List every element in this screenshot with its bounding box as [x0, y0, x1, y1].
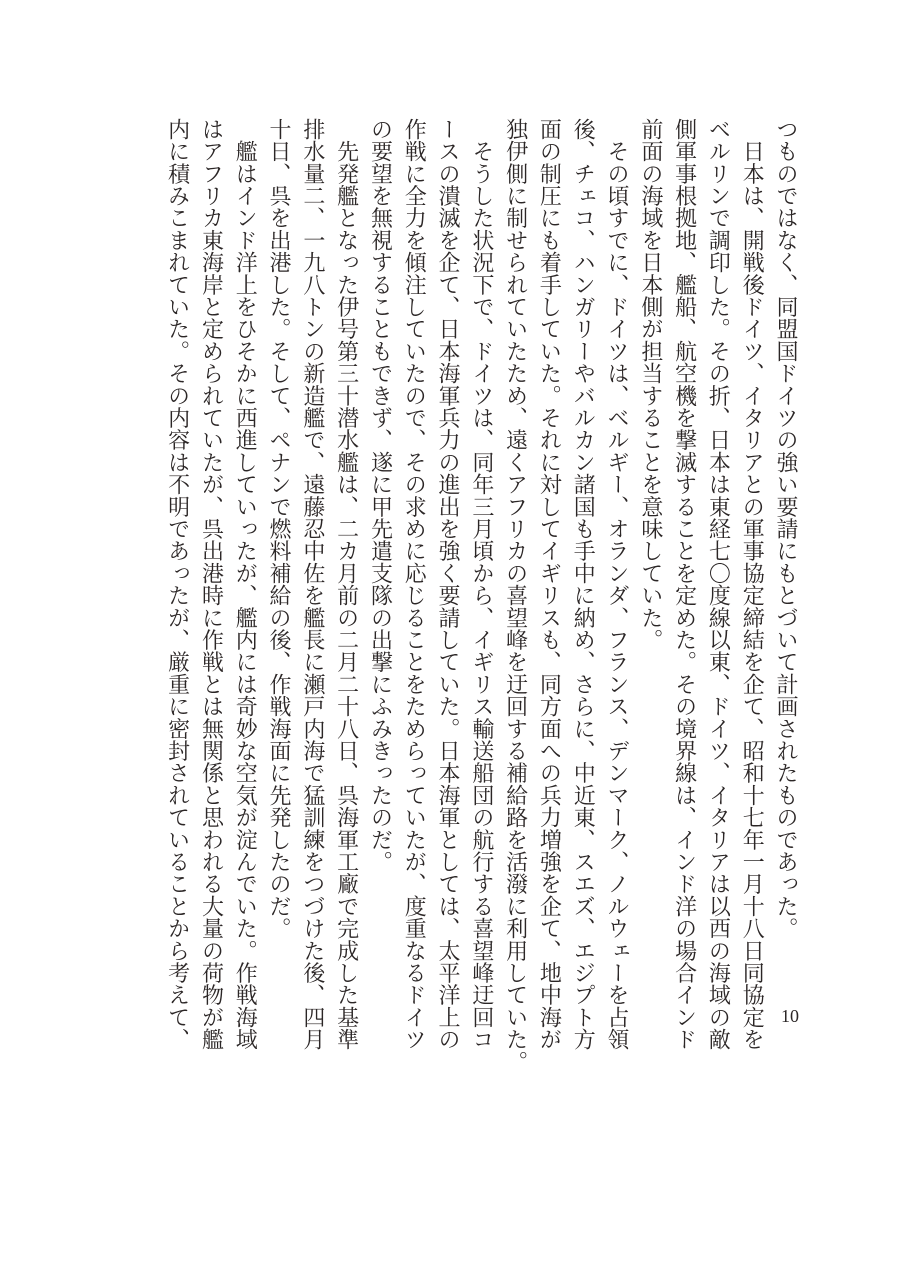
- text-line: 十日、呉を出港した。そして、ペナンで燃料補給の後、作戦海面に先発したのだ。: [266, 118, 292, 940]
- text-line: 後、チェコ、ハンガリーやバルカン諸国も手中に納め、さらに、中近東、スエズ、エジプト方: [570, 118, 596, 1051]
- text-line: そうした状況下で、ドイツは、同年三月頃から、イギリス輸送船団の航行する喜望峰迂回コ: [468, 118, 494, 1051]
- text-line: ベルリンで調印した。その折、日本は東経七〇度線以東、ドイツ、イタリアは以西の海域の敵: [705, 118, 731, 1051]
- page-number: 10: [781, 1006, 799, 1026]
- text-line: はアフリカ東海岸と定められていたが、呉出港時に作戦とは無関係と思われる大量の荷物が艦: [198, 118, 224, 1051]
- text-line: 排水量二、一九八トンの新造艦で、遠藤忍中佐を艦長に瀬戸内海で猛訓練をつづけた後、四月: [299, 118, 325, 1051]
- text-line: 前面の海域を日本側が担当することを意味していた。: [637, 118, 663, 651]
- text-line: その頃すでに、ドイツは、ベルギー、オランダ、フランス、デンマーク、ノルウェーを占領: [604, 118, 630, 1051]
- text-line: 内に積みこまれていた。その内容は不明であったが、厳重に密封されていることから考えて、: [164, 118, 190, 1051]
- text-line: 独伊側に制せられていたため、遠くアフリカの喜望峰を迂回する補給路を活潑に利用していた。: [502, 118, 528, 1073]
- text-line: 側軍事根拠地、艦船、航空機を撃滅することを定めた。その境界線は、インド洋の場合インド: [671, 118, 697, 1051]
- text-line: の要望を無視することもできず、遂に甲先遣支隊の出撃にふみきったのだ。: [367, 118, 393, 873]
- text-line: ースの潰滅を企て、日本海軍兵力の進出を強く要請していた。日本海軍としては、太平洋上の: [435, 118, 461, 1051]
- text-line: 日本は、開戦後ドイツ、イタリアとの軍事協定締結を企て、昭和十七年一月十八日同協定を: [739, 118, 765, 1051]
- text-line: つものではなく、同盟国ドイツの強い要請にもとづいて計画されたものであった。: [773, 118, 798, 940]
- text-line: 艦はインド洋上をひそかに西進していったが、艦内には奇妙な空気が淀んでいた。作戦海域: [232, 118, 258, 1051]
- text-line: 先発艦となった伊号第三十潜水艦は、二カ月前の二月二十八日、呉海軍工廠で完成した基準: [333, 118, 359, 1051]
- text-line: 作戦に全力を傾注していたので、その求めに応じることをためらっていたが、度重なるドイツ: [401, 118, 427, 1051]
- text-line: 面の制圧にも着手していた。それに対してイギリスも、同方面への兵力増強を企て、地中海が: [536, 118, 562, 1051]
